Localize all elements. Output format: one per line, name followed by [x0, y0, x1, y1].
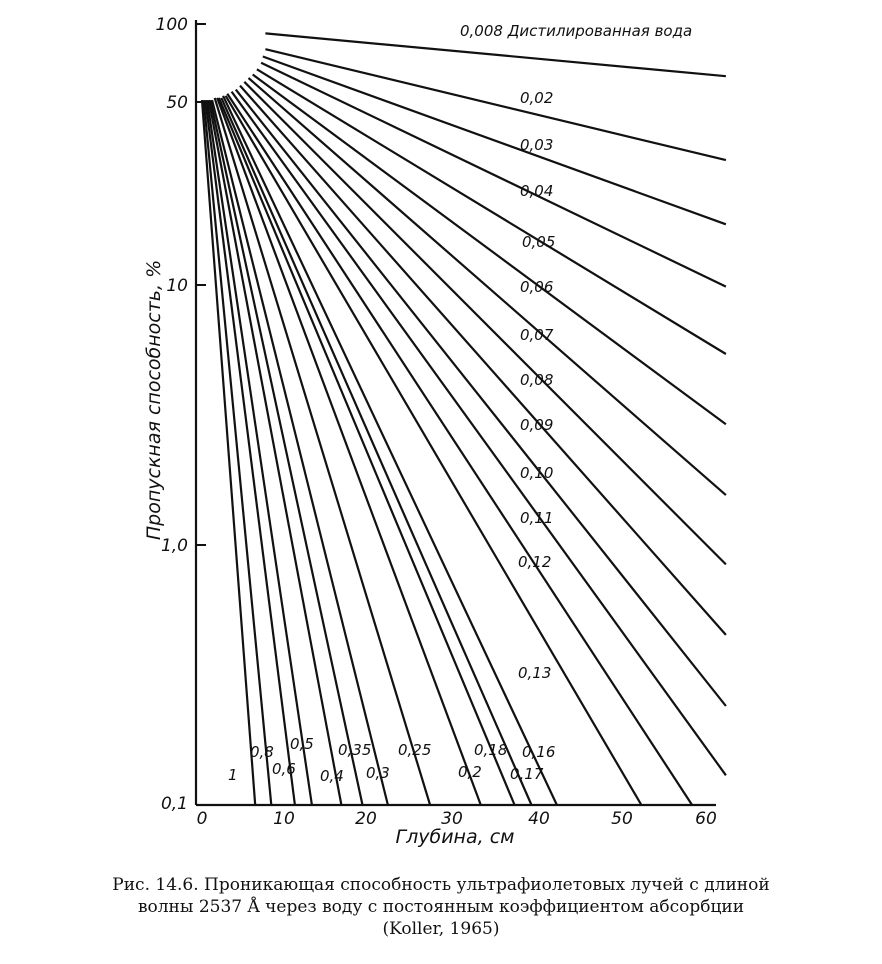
label-0-5: 0,5: [290, 735, 314, 753]
series-line-0-13: [226, 96, 642, 805]
label-0-03: 0,03: [520, 136, 554, 154]
series-line-0-03: [263, 57, 726, 225]
label-0-13: 0,13: [518, 664, 552, 682]
label-0-07: 0,07: [520, 326, 554, 344]
x-tick-label-50: 50: [611, 809, 633, 829]
label-1: 1: [228, 766, 238, 784]
label-0-09: 0,09: [520, 416, 554, 434]
label-0-04: 0,04: [520, 182, 554, 200]
label-0-11: 0,11: [520, 509, 554, 527]
label-0-17: 0,17: [510, 765, 544, 783]
series-line-0-07: [249, 78, 726, 495]
label-0-008: 0,008 Дистилированная вода: [460, 22, 693, 40]
label-0-3: 0,3: [366, 764, 390, 782]
label-0-8: 0,8: [250, 743, 274, 761]
series-lines: [202, 33, 726, 805]
y-tick-label-50: 50: [166, 93, 188, 113]
label-0-02: 0,02: [520, 89, 554, 107]
x-axis: [196, 805, 717, 848]
label-0-12: 0,12: [518, 553, 552, 571]
caption-line-1: Рис. 14.6. Проникающая способность ультрафиолетовых лучей с длиной: [112, 875, 770, 895]
series-line-0-05: [257, 69, 726, 354]
x-tick-label-60: 60: [695, 809, 717, 829]
series-line-0-6: [205, 100, 295, 805]
label-0-6: 0,6: [272, 760, 296, 778]
label-0-25: 0,25: [398, 741, 432, 759]
series-line-0-08: [244, 82, 726, 565]
label-0-4: 0,4: [320, 767, 344, 785]
label-0-16: 0,16: [522, 743, 556, 761]
series-line-0-5: [207, 100, 312, 805]
label-0-05: 0,05: [522, 233, 556, 251]
figure-caption: [0, 874, 882, 940]
label-0-06: 0,06: [520, 278, 554, 296]
caption-line-3: (Koller, 1965): [382, 919, 500, 939]
series-line-0-2: [217, 98, 481, 805]
y-axis-title: Пропускная способность, %: [143, 259, 165, 541]
label-0-08: 0,08: [520, 371, 554, 389]
y-tick-label-1: 1,0: [160, 536, 188, 556]
series-line-0-02: [265, 49, 726, 160]
series-line-0-11: [232, 92, 726, 776]
y-tick-label-100: 100: [155, 15, 188, 35]
x-tick-label-10: 10: [273, 809, 295, 829]
x-tick-label-30: 30: [441, 809, 463, 829]
label-0-35: 0,35: [338, 741, 372, 759]
label-0-2: 0,2: [458, 763, 482, 781]
label-0-10: 0,10: [520, 464, 554, 482]
y-tick-label-0-1: 0,1: [160, 794, 188, 814]
x-tick-label-0: 0: [196, 809, 208, 829]
x-tick-label-40: 40: [528, 809, 550, 829]
series-line-0-17: [221, 98, 531, 805]
y-axis: [143, 15, 206, 814]
x-axis-title: Глубина, см: [395, 826, 515, 848]
label-0-18: 0,18: [474, 741, 508, 759]
series-line-0-09: [240, 86, 726, 635]
y-tick-label-10: 10: [166, 276, 188, 296]
x-tick-label-20: 20: [355, 809, 377, 829]
series-line-0-1: [236, 90, 726, 706]
series-line-0-06: [253, 75, 726, 425]
caption-line-2: волны 2537 Å через воду с постоянным коэффициентом абсорбции: [137, 897, 745, 917]
series-line-0-35: [210, 100, 362, 805]
